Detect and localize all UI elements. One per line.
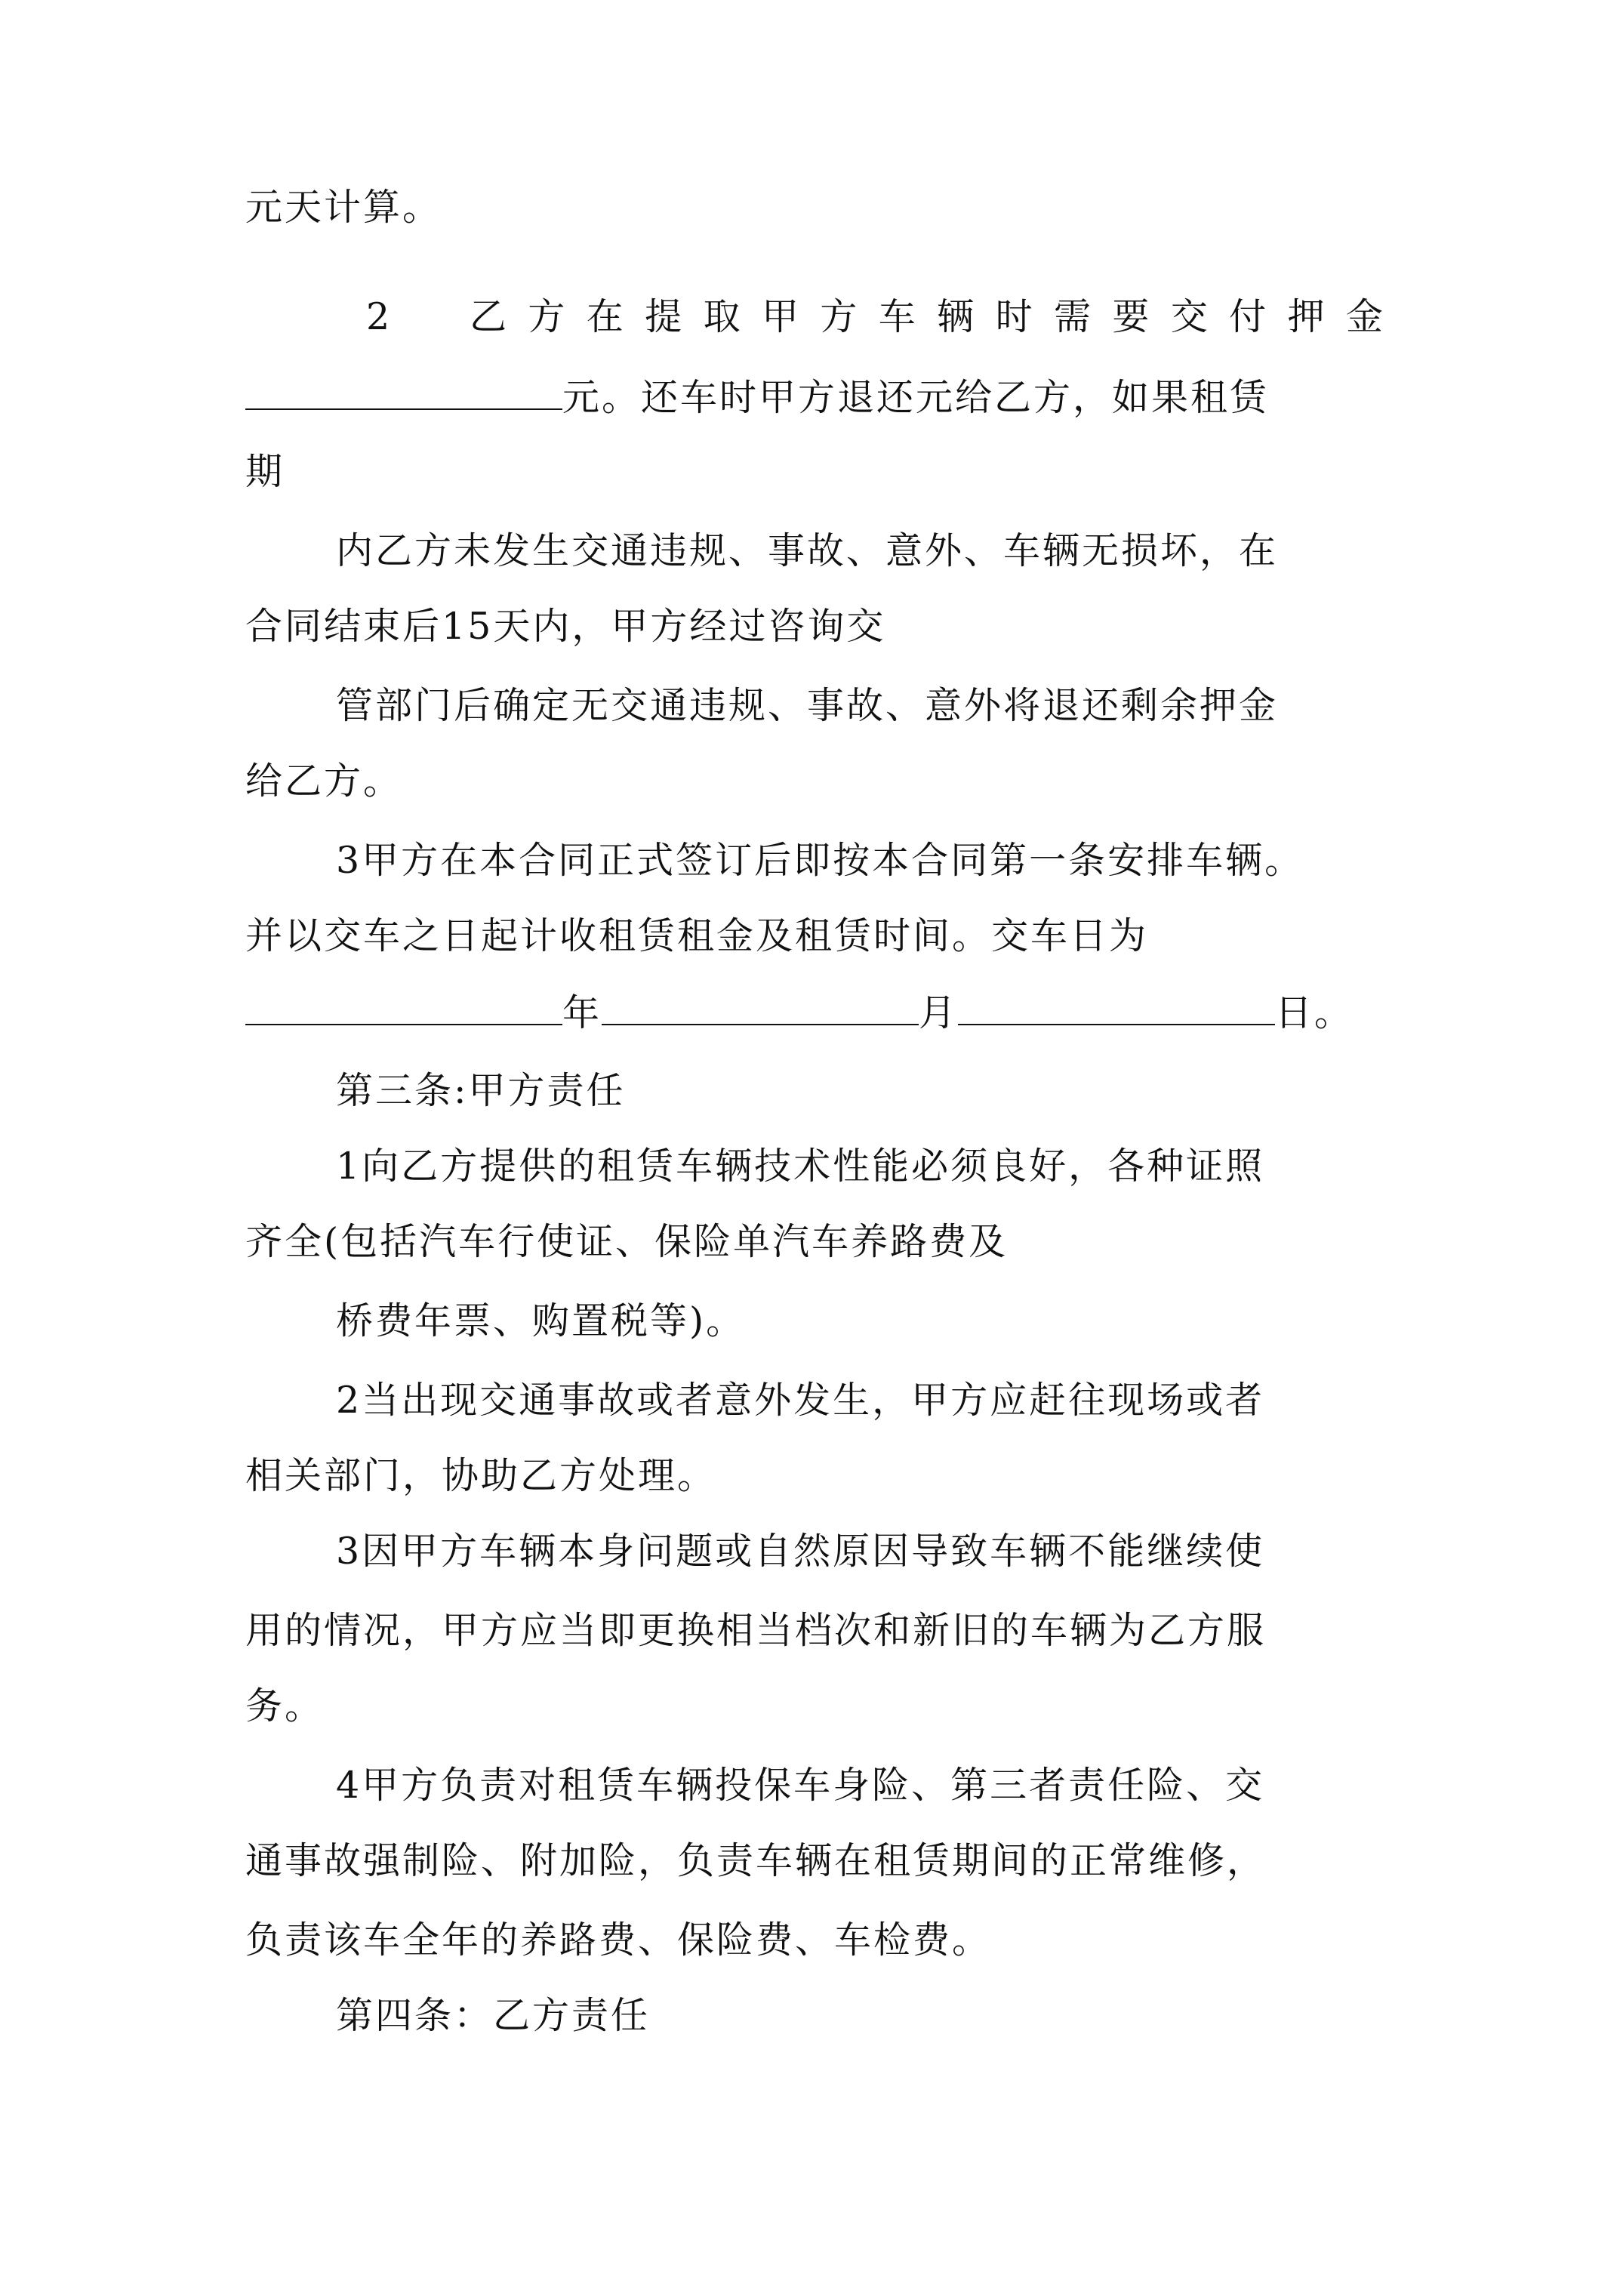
text-line: 内乙方未发生交通违规、事故、意外、车辆无损坏，在 <box>336 529 1279 572</box>
text-line: 3因甲方车辆本身问题或自然原因导致车辆不能继续使 <box>336 1530 1265 1573</box>
day-label: 日。 <box>1275 991 1354 1034</box>
text-line: 管部门后确定无交通违规、事故、意外将退还剩余押金 <box>336 684 1279 727</box>
text-line: 用的情况，甲方应当即更换相当档次和新旧的车辆为乙方服 <box>245 1609 1267 1652</box>
section-heading: 第四条：乙方责任 <box>336 1994 651 2037</box>
text-line: 齐全(包括汽车行使证、保险单汽车养路费及 <box>245 1220 1009 1263</box>
text-line: 负责该车全年的养路费、保险费、车检费。 <box>245 1918 992 1962</box>
text-segment: 元。还车时甲方退还元给乙方，如果租赁 <box>562 376 1270 419</box>
deposit-blank[interactable] <box>245 374 562 410</box>
year-blank[interactable] <box>245 989 562 1025</box>
month-label: 月 <box>919 991 959 1034</box>
text-line: 元天计算。 <box>245 186 442 229</box>
text-line: 桥费年票、购置税等)。 <box>336 1299 746 1342</box>
text-line: 3甲方在本合同正式签订后即按本合同第一条安排车辆。 <box>336 839 1304 882</box>
delivery-date-line <box>245 989 1354 1036</box>
text-line: 2 乙方在提取甲方车辆时需要交付押金 <box>366 295 1385 338</box>
text-line: 1向乙方提供的租赁车辆技术性能必须良好，各种证照 <box>336 1145 1265 1188</box>
text-line: 并以交车之日起计收租赁租金及租赁时间。交车日为 <box>245 914 1149 957</box>
text-line-with-blank <box>245 374 1269 421</box>
text-line: 4甲方负责对租赁车辆投保车身险、第三者责任险、交 <box>336 1764 1265 1807</box>
text-line: 通事故强制险、附加险，负责车辆在租赁期间的正常维修， <box>245 1839 1267 1882</box>
text-line: 给乙方。 <box>245 760 403 803</box>
text-line: 期 <box>245 450 285 493</box>
text-line: 相关部门，协助乙方处理。 <box>245 1454 717 1497</box>
day-blank[interactable] <box>958 989 1275 1025</box>
text-line: 务。 <box>245 1684 325 1727</box>
month-blank[interactable] <box>602 989 919 1025</box>
year-label: 年 <box>562 991 602 1034</box>
text-line: 2当出现交通事故或者意外发生，甲方应赶往现场或者 <box>336 1379 1265 1422</box>
text-line: 合同结束后15天内，甲方经过咨询交 <box>245 605 886 648</box>
section-heading: 第三条:甲方责任 <box>336 1069 626 1112</box>
